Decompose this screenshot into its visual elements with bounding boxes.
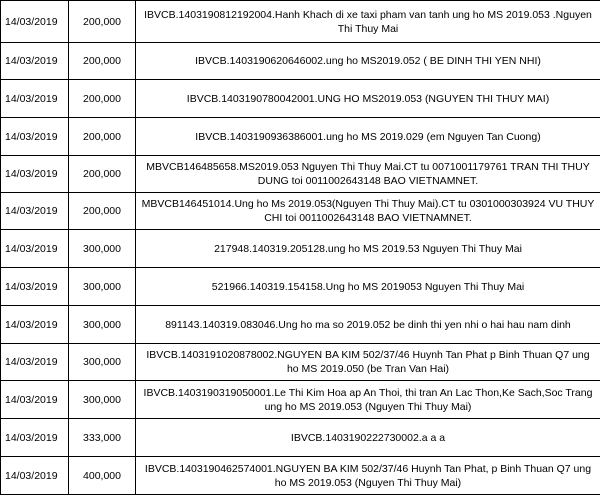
amount-cell: 300,000 [69,381,136,419]
date-cell: 14/03/2019 [1,80,69,118]
amount-cell: 200,000 [69,156,136,193]
date-cell: 14/03/2019 [1,118,69,156]
table-row [1,156,600,193]
date-cell: 14/03/2019 [1,268,69,306]
description-cell: IBVCB.1403190780042001.UNG HO MS2019.053 (NGUYEN THI THUY MAI) [136,80,600,118]
table-row [1,193,600,230]
amount-cell: 200,000 [69,193,136,230]
description-cell: 217948.140319.205128.ung ho MS 2019.53 Nguyen Thi Thuy Mai [136,230,600,268]
table-row [1,344,600,381]
table-row [1,306,600,344]
transaction-table-body [1,1,600,495]
table-row [1,118,600,156]
description-cell: IBVCB.1403190812192004.Hanh Khach di xe taxi pham van tanh ung ho MS 2019.053 .Nguyen Thi Thuy Mai [136,1,600,43]
description-cell: IBVCB.1403190936386001.ung ho MS 2019.029 (em Nguyen Tan Cuong) [136,118,600,156]
date-cell: 14/03/2019 [1,156,69,193]
description-cell: 891143.140319.083046.Ung ho ma so 2019.052 be dinh thi yen nhi o hai hau nam dinh [136,306,600,344]
description-cell: IBVCB.1403191020878002.NGUYEN BA KIM 502/37/46 Huynh Tan Phat p Binh Thuan Q7 ung ho MS 2019.050 (be Tran Van Hai) [136,344,600,381]
date-cell: 14/03/2019 [1,457,69,495]
date-cell: 14/03/2019 [1,193,69,230]
amount-cell: 333,000 [69,419,136,457]
table-row [1,43,600,80]
table-row [1,230,600,268]
description-cell: IBVCB.1403190319050001.Le Thi Kim Hoa ap An Thoi, thi tran An Lac Thon,Ke Sach,Soc Trang ung ho MS 2019.053 (Nguyen Thi Thuy Mai) [136,381,600,419]
date-cell: 14/03/2019 [1,381,69,419]
description-cell: MBVCB146451014.Ung ho Ms 2019.053(Nguyen Thi Thuy Mai).CT tu 0301000303924 VU THUY CHI toi 0011002643148 BAO VIETNAMNET. [136,193,600,230]
table-row [1,268,600,306]
amount-cell: 300,000 [69,268,136,306]
description-cell: 521966.140319.154158.Ung ho MS 2019053 Nguyen Thi Thuy Mai [136,268,600,306]
table-row [1,419,600,457]
date-cell: 14/03/2019 [1,419,69,457]
table-row [1,80,600,118]
amount-cell: 300,000 [69,344,136,381]
table-row [1,1,600,43]
description-cell: MBVCB146485658.MS2019.053 Nguyen Thi Thuy Mai.CT tu 0071001179761 TRAN THI THUY DUNG toi 0011002643148 BAO VIETNAMNET. [136,156,600,193]
date-cell: 14/03/2019 [1,1,69,43]
amount-cell: 200,000 [69,43,136,80]
description-cell: IBVCB.1403190620646002.ung ho MS2019.052 ( BE DINH THI YEN NHI) [136,43,600,80]
description-cell: IBVCB.1403190222730002.a a a [136,419,600,457]
date-cell: 14/03/2019 [1,344,69,381]
amount-cell: 200,000 [69,118,136,156]
date-cell: 14/03/2019 [1,43,69,80]
date-cell: 14/03/2019 [1,230,69,268]
description-cell: IBVCB.1403190462574001.NGUYEN BA KIM 502/37/46 Huynh Tan Phat, p Binh Thuan Q7 ung ho MS 2019.053 (Nguyen Thi Thuy Mai) [136,457,600,495]
date-cell: 14/03/2019 [1,306,69,344]
amount-cell: 200,000 [69,80,136,118]
amount-cell: 300,000 [69,306,136,344]
amount-cell: 400,000 [69,457,136,495]
amount-cell: 300,000 [69,230,136,268]
table-row [1,457,600,495]
amount-cell: 200,000 [69,1,136,43]
table-row [1,381,600,419]
